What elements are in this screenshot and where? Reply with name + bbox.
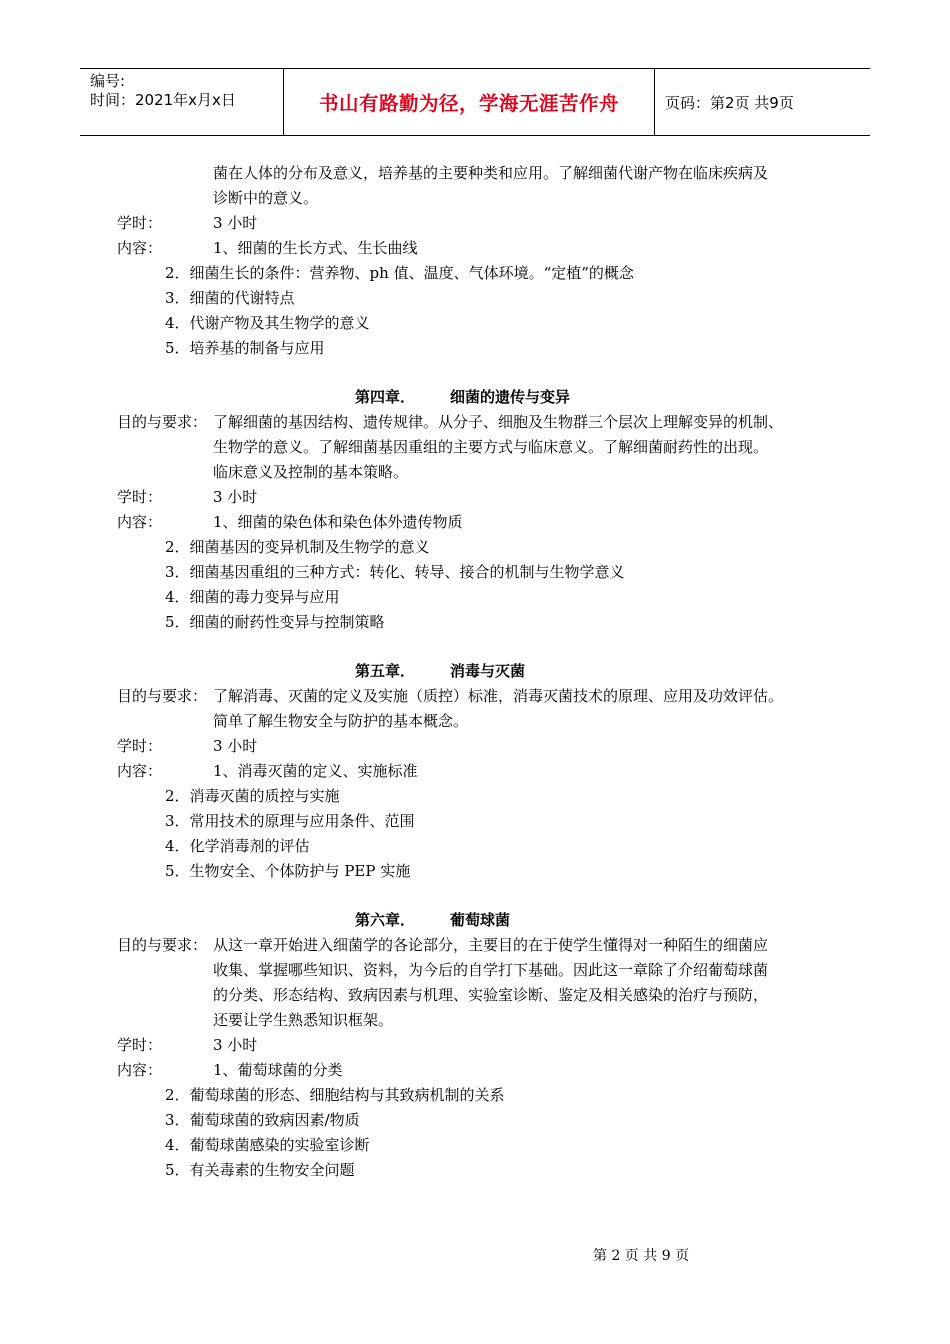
chapter-title: 葡萄球菌 <box>450 911 511 929</box>
content-item: 2．葡萄球菌的形态、细胞结构与其致病机制的关系 <box>165 1086 505 1104</box>
hours-value: 3 小时 <box>213 737 258 755</box>
content-label: 内容： <box>117 513 163 531</box>
goal-line: 从这一章开始进入细菌学的各论部分，主要目的在于使学生懂得对一种陌生的细菌应 <box>213 936 769 954</box>
goal-line: 收集、掌握哪些知识、资料，为今后的自学打下基础。因此这一章除了介绍葡萄球菌 <box>213 961 769 979</box>
goal-line: 临床意义及控制的基本策略。 <box>213 463 409 481</box>
number-label: 编号: <box>90 72 126 90</box>
chapter-title: 消毒与灭菌 <box>450 662 526 680</box>
page-footer: 第 2 页 共 9 页 <box>593 1248 690 1264</box>
content-item: 5．生物安全、个体防护与 PEP 实施 <box>165 862 411 880</box>
content-item: 5．有关毒素的生物安全问题 <box>165 1161 355 1179</box>
content-item: 5．培养基的制备与应用 <box>165 339 325 357</box>
chapter-title: 细菌的遗传与变异 <box>450 388 571 406</box>
hours-label: 学时： <box>117 488 163 506</box>
intro-text-line: 诊断中的意义。 <box>213 189 319 207</box>
content-item: 4．葡萄球菌感染的实验室诊断 <box>165 1136 370 1154</box>
content-item: 3．细菌基因重组的三种方式：转化、转导、接合的机制与生物学意义 <box>165 563 625 581</box>
header-left-cell <box>80 69 283 135</box>
content-item: 2．细菌基因的变异机制及生物学的意义 <box>165 538 430 556</box>
time-label: 时间：2021年x月x日 <box>90 91 236 109</box>
content-item: 5．细菌的耐药性变异与控制策略 <box>165 613 385 631</box>
hours-value: 3 小时 <box>213 1036 258 1054</box>
content-item: 1、消毒灭菌的定义、实施标准 <box>213 762 418 780</box>
content-item: 1、细菌的染色体和染色体外遗传物质 <box>213 513 463 531</box>
goal-line: 生物学的意义。了解细菌基因重组的主要方式与临床意义。了解细菌耐药性的出现。 <box>213 438 769 456</box>
hours-value: 3 小时 <box>213 214 258 232</box>
content-label: 内容： <box>117 239 163 257</box>
chapter-number: 第四章． <box>355 388 416 406</box>
header-page-info: 页码：第2页 共9页 <box>665 93 794 112</box>
hours-label: 学时： <box>117 214 163 232</box>
content-item: 3．葡萄球菌的致病因素/物质 <box>165 1111 360 1129</box>
goal-line: 的分类、形态结构、致病因素与机理、实验室诊断、鉴定及相关感染的治疗与预防， <box>213 986 769 1004</box>
content-item: 3．常用技术的原理与应用条件、范围 <box>165 812 415 830</box>
chapter-heading <box>355 661 525 681</box>
header-motto: 书山有路勤为径，学海无涯苦作舟 <box>318 92 619 115</box>
hours-value: 3 小时 <box>213 488 258 506</box>
chapter-heading <box>355 387 570 407</box>
goal-label: 目的与要求： <box>117 936 208 954</box>
content-item: 1、葡萄球菌的分类 <box>213 1061 343 1079</box>
goal-line: 还要让学生熟悉知识框架。 <box>213 1011 394 1029</box>
content-label: 内容： <box>117 762 163 780</box>
header-right-cell <box>655 69 870 135</box>
chapter-number: 第五章． <box>355 662 416 680</box>
content-item: 4．代谢产物及其生物学的意义 <box>165 314 370 332</box>
content-item: 1、细菌的生长方式、生长曲线 <box>213 239 418 257</box>
content-item: 2．消毒灭菌的质控与实施 <box>165 787 340 805</box>
content-item: 4．细菌的毒力变异与应用 <box>165 588 340 606</box>
intro-text-line: 菌在人体的分布及意义，培养基的主要种类和应用。了解细菌代谢产物在临床疾病及 <box>213 164 769 182</box>
goal-line: 简单了解生物安全与防护的基本概念。 <box>213 712 469 730</box>
content-item: 3．细菌的代谢特点 <box>165 289 295 307</box>
chapter-heading <box>355 910 510 930</box>
goal-line: 了解细菌的基因结构、遗传规律。从分子、细胞及生物群三个层次上理解变异的机制、 <box>213 413 784 431</box>
goal-label: 目的与要求： <box>117 413 208 431</box>
content-label: 内容： <box>117 1061 163 1079</box>
goal-label: 目的与要求： <box>117 687 208 705</box>
page-header <box>80 68 870 136</box>
hours-label: 学时： <box>117 1036 163 1054</box>
hours-label: 学时： <box>117 737 163 755</box>
goal-line: 了解消毒、灭菌的定义及实施（质控）标准，消毒灭菌技术的原理、应用及功效评估。 <box>213 687 784 705</box>
chapter-number: 第六章． <box>355 911 416 929</box>
header-center-cell <box>283 69 655 135</box>
content-item: 4．化学消毒剂的评估 <box>165 837 310 855</box>
content-item: 2．细菌生长的条件：营养物、ph 值、温度、气体环境。“定植”的概念 <box>165 264 634 282</box>
